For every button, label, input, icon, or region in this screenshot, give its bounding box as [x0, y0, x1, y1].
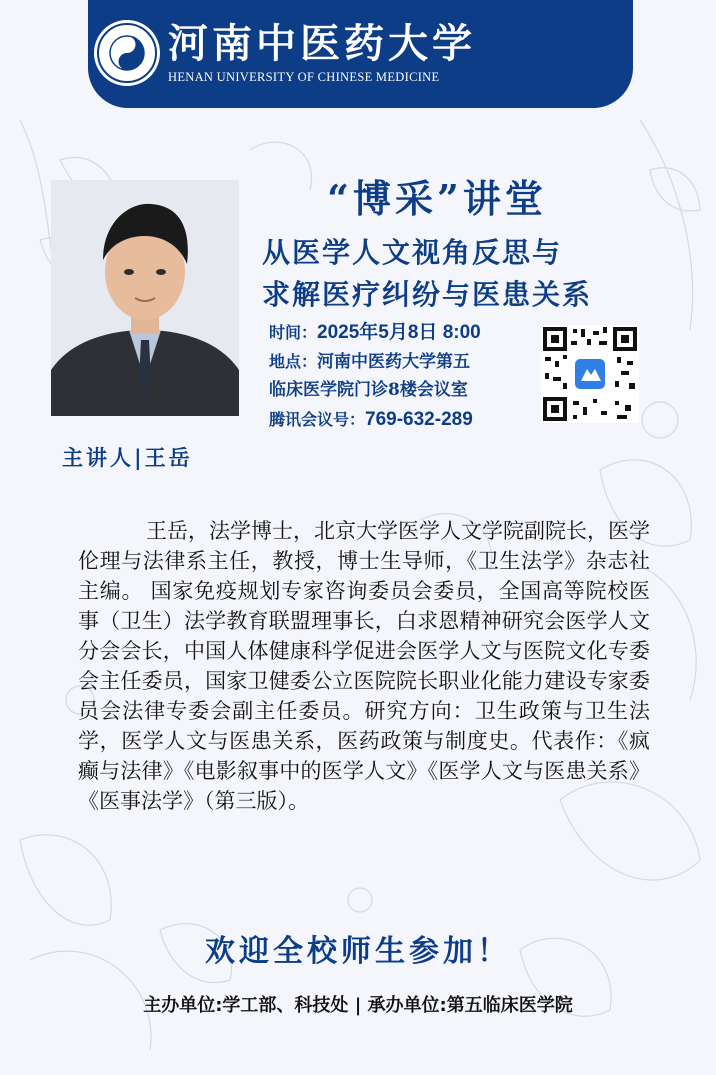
place-label: 地点： [269, 352, 318, 371]
time-row [269, 318, 539, 347]
lecture-series-title: “博采”讲堂 [327, 176, 547, 221]
university-name-cn: 河南中医药大学 [168, 20, 476, 67]
place-line-1: 河南中医药大学第五 [317, 352, 471, 372]
place-row-2 [269, 376, 539, 405]
time-value: 2025年5月8日 8:00 [317, 322, 481, 343]
qr-code-icon[interactable] [541, 325, 639, 423]
welcome-text: 欢迎全校师生参加！ [205, 934, 511, 969]
speaker-line [62, 442, 262, 472]
event-info [269, 318, 539, 434]
place-line-2: 临床医学院门诊8楼会议室 [269, 380, 468, 400]
tencent-label: 腾讯会议号： [269, 410, 366, 429]
speaker-photo [51, 180, 239, 416]
speaker-bio: 王岳，法学博士，北京大学医学人文学院副院长，医学伦理与法律系主任，教授，博士生导师，《卫生法学》杂志社主编。 国家免疫规划专家咨询委员会委员，全国高等院校医事（卫生）法学教育联盟理事长，白求恩精神研究会医学人文分会会长，中国人体健康科学促进会医学人文与医院文化专委会主任委员，国家卫健委公立医院院长职业化能力建设专家委员会法律专委会副主任委员。研究方向：卫生政策与卫生法学，医学人文与医患关系，医药政策与制度史。代表作：《疯癫与法律》《电影叙事中的医学人文》《医学人文与医患关系》《医事法学》（第三版）。 [78, 519, 650, 813]
tencent-meeting-id: 769-632-289 [365, 409, 473, 430]
tencent-row [269, 405, 539, 434]
speaker-label: 主讲人 [62, 445, 134, 470]
university-name-en: HENAN UNIVERSITY OF CHINESE MEDICINE [168, 70, 440, 84]
organizers: 主办单位:学工部、科技处 | 承办单位:第五临床医学院 [143, 995, 573, 1016]
lecture-topic [262, 232, 662, 316]
university-seal-icon [92, 18, 162, 88]
time-label: 时间： [269, 323, 318, 342]
topic-line-1: 从医学人文视角反思与 [262, 236, 563, 269]
speaker-name: 王岳 [144, 445, 193, 470]
speaker-divider: | [134, 445, 145, 470]
place-row [269, 347, 539, 376]
topic-line-2: 求解医疗纠纷与医患关系 [262, 278, 593, 311]
